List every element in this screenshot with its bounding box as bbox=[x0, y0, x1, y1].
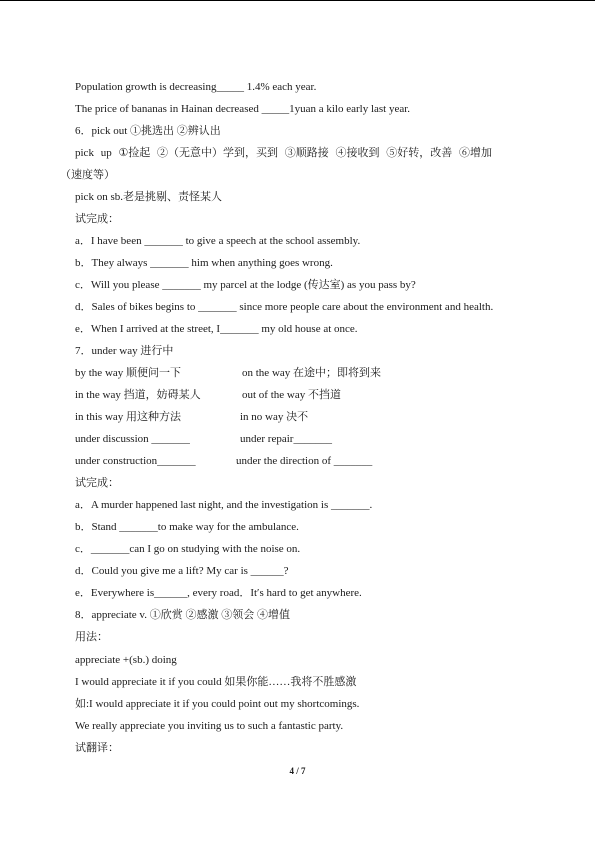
phrase-left: in this way 用这种方法 bbox=[75, 411, 182, 423]
usage-pattern: I would appreciate it if you could 如果你能……我将不胜感激 bbox=[75, 676, 357, 688]
text-line: pick on sb.老是挑剔、责怪某人 bbox=[75, 191, 222, 203]
section-heading: 7．under way 进行中 bbox=[75, 345, 174, 357]
exercise-item: e．Everywhere is______, every road．It′s hard to get anywhere. bbox=[75, 587, 362, 599]
phrase-right: under the direction of _______ bbox=[236, 455, 373, 467]
text-line: pick up ①捡起 ②（无意中）学到，买到 ③顺路接 ④接收到 ⑤好转，改善 ⑥增加 bbox=[75, 147, 493, 159]
exercise-item: a．I have been _______ to give a speech at the school assembly. bbox=[75, 235, 361, 247]
text-line: Population growth is decreasing_____ 1.4% each year. bbox=[75, 81, 317, 93]
example-sentence: We really appreciate you inviting us to such a fantastic party. bbox=[75, 720, 344, 732]
translation-heading: 试翻译： bbox=[75, 742, 119, 754]
section-heading: 8．appreciate v. ①欣赏 ②感激 ③领会 ④增值 bbox=[75, 609, 290, 621]
text-line: The price of bananas in Hainan decreased _____1yuan a kilo early last year. bbox=[75, 103, 411, 115]
phrase-right: out of the way 不挡道 bbox=[242, 389, 341, 401]
phrase-right: in no way 决不 bbox=[240, 411, 309, 423]
phrase-left: under discussion _______ bbox=[75, 433, 190, 445]
top-rule bbox=[0, 0, 595, 1]
phrase-left: under construction_______ bbox=[75, 455, 196, 467]
exercise-item: b．They always _______ him when anything goes wrong. bbox=[75, 257, 333, 269]
exercise-item: a．A murder happened last night, and the investigation is _______. bbox=[75, 499, 373, 511]
usage-pattern: appreciate +(sb.) doing bbox=[75, 654, 177, 666]
phrase-right: under repair_______ bbox=[240, 433, 332, 445]
exercise-item: e．When I arrived at the street, I_______ my old house at once. bbox=[75, 323, 358, 335]
exercise-item: d．Sales of bikes begins to _______ since more people care about the environment and health. bbox=[75, 301, 494, 313]
exercise-item: b．Stand _______to make way for the ambulance. bbox=[75, 521, 299, 533]
section-heading: 6．pick out ①挑选出 ②辨认出 bbox=[75, 125, 221, 137]
text-line: （速度等） bbox=[60, 169, 115, 181]
exercise-item: c．Will you please _______ my parcel at the lodge (传达室) as you pass by? bbox=[75, 279, 416, 291]
phrase-left: in the way 挡道，妨碍某人 bbox=[75, 389, 201, 401]
example-sentence: 如:I would appreciate it if you could point out my shortcomings. bbox=[75, 698, 360, 710]
exercise-heading: 试完成： bbox=[75, 477, 119, 489]
exercise-item: d．Could you give me a lift? My car is ______? bbox=[75, 565, 289, 577]
exercise-heading: 试完成： bbox=[75, 213, 119, 225]
usage-heading: 用法： bbox=[75, 631, 108, 643]
page-number: 4 / 7 bbox=[289, 766, 306, 776]
phrase-right: on the way 在途中；即将到来 bbox=[242, 367, 382, 379]
phrase-left: by the way 顺便问一下 bbox=[75, 367, 182, 379]
exercise-item: c．_______can I go on studying with the noise on. bbox=[75, 543, 301, 555]
